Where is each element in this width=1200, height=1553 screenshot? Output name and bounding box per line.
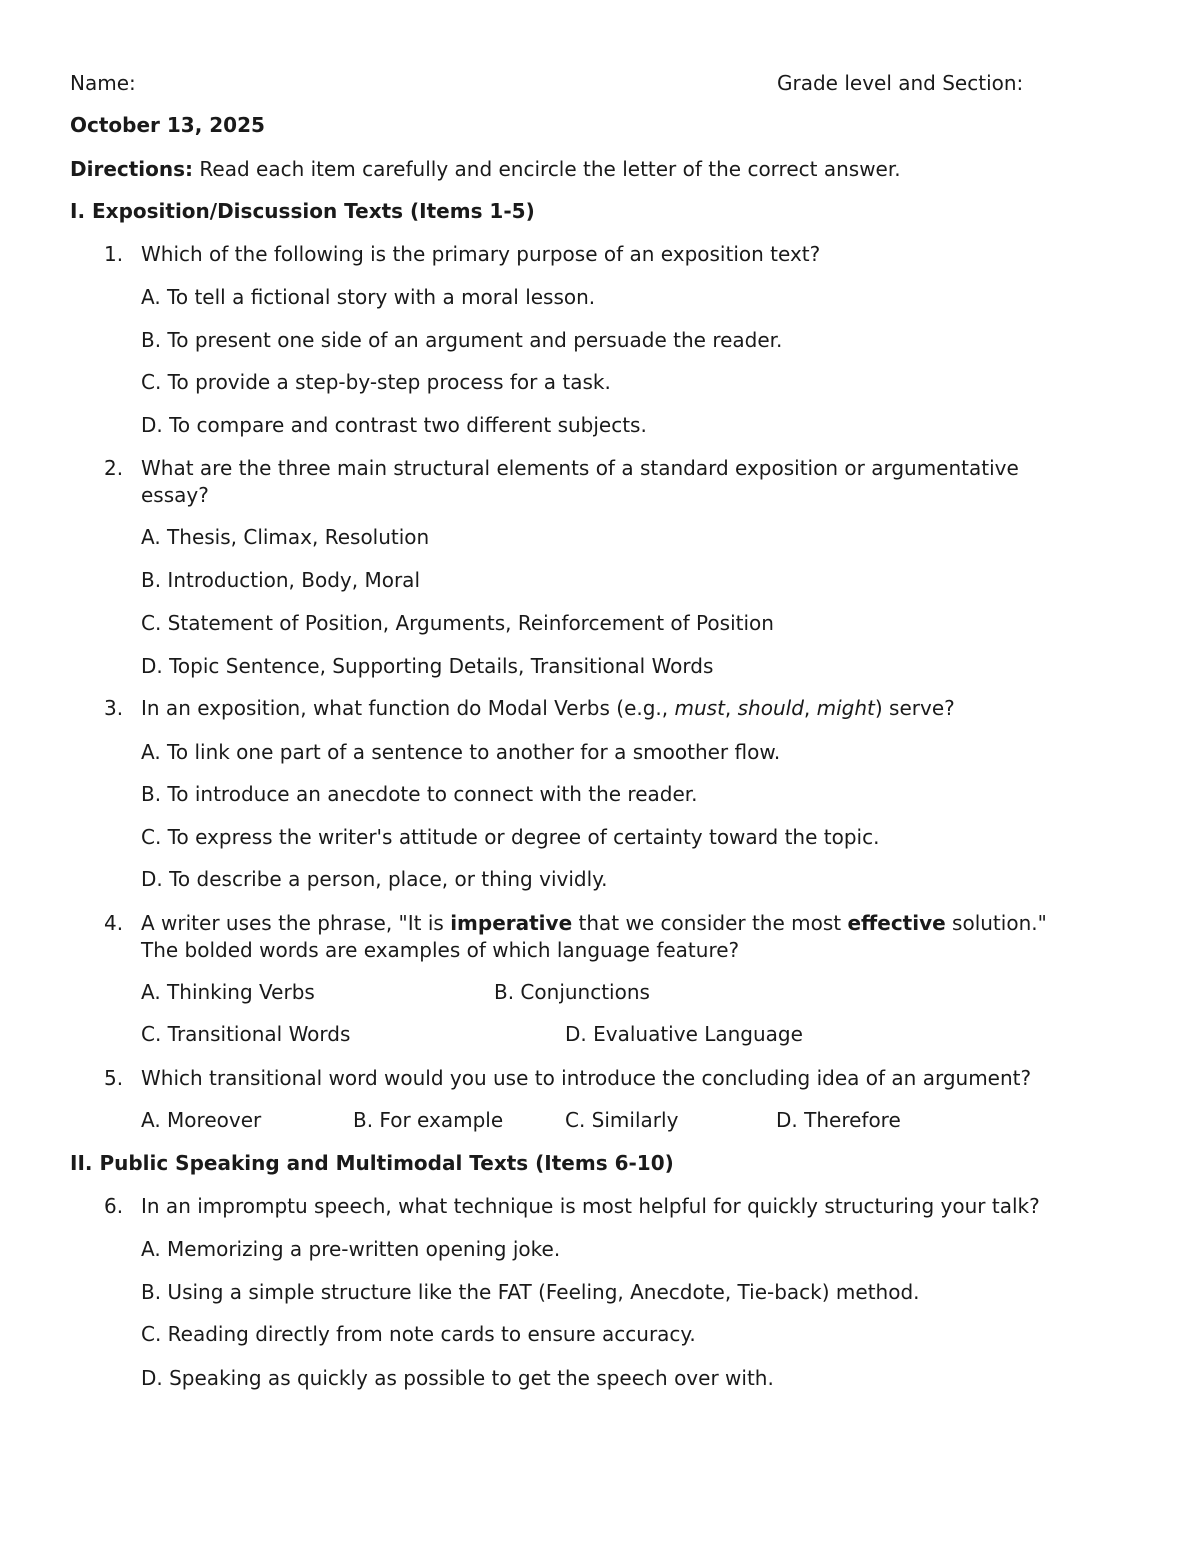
question-text: In an impromptu speech, what technique is most helpful for quickly structuring your talk? xyxy=(141,1194,1040,1218)
answer-option[interactable]: B. Introduction, Body, Moral xyxy=(141,568,420,592)
question-text-part: A writer uses the phrase, "It is xyxy=(141,911,451,935)
bold-word: effective xyxy=(847,911,946,935)
directions-text: Read each item carefully and encircle the letter of the correct answer. xyxy=(193,157,901,181)
answer-option[interactable]: D. To compare and contrast two different subjects. xyxy=(141,413,647,437)
grade-section-label: Grade level and Section: xyxy=(777,71,1024,95)
answer-option[interactable]: A. Moreover xyxy=(141,1108,262,1132)
question-number: 2. xyxy=(104,456,124,480)
separator: , xyxy=(724,696,738,720)
question-number: 1. xyxy=(104,242,124,266)
answer-option[interactable]: A. To link one part of a sentence to another for a smoother flow. xyxy=(141,740,781,764)
question-number: 3. xyxy=(104,696,124,720)
answer-option[interactable]: B. To introduce an anecdote to connect with the reader. xyxy=(141,782,698,806)
question-number: 6. xyxy=(104,1194,124,1218)
answer-option[interactable]: B. Using a simple structure like the FAT (Feeling, Anecdote, Tie-back) method. xyxy=(141,1280,920,1304)
question-text: Which of the following is the primary purpose of an exposition text? xyxy=(141,242,821,266)
question-text xyxy=(141,695,955,721)
modal-example: might xyxy=(816,696,875,720)
date: October 13, 2025 xyxy=(70,113,265,137)
answer-option[interactable]: C. To provide a step-by-step process for a task. xyxy=(141,370,611,394)
answer-option[interactable]: C. Similarly xyxy=(565,1108,679,1132)
answer-option[interactable]: C. Reading directly from note cards to ensure accuracy. xyxy=(141,1322,696,1346)
section-title: I. Exposition/Discussion Texts (Items 1-5) xyxy=(70,199,535,223)
answer-option[interactable]: A. Thesis, Climax, Resolution xyxy=(141,525,430,549)
answer-option[interactable]: A. Thinking Verbs xyxy=(141,980,315,1004)
answer-option[interactable]: B. For example xyxy=(353,1108,504,1132)
directions xyxy=(70,156,901,182)
question-text-part: solution." xyxy=(945,911,1047,935)
question-text: What are the three main structural elements of a standard exposition or argumentative xyxy=(141,456,1019,480)
question-number: 4. xyxy=(104,911,124,935)
answer-option[interactable]: D. Evaluative Language xyxy=(565,1022,803,1046)
section-title: II. Public Speaking and Multimodal Texts (Items 6-10) xyxy=(70,1151,674,1175)
directions-label: Directions: xyxy=(70,157,194,181)
answer-option[interactable]: D. Topic Sentence, Supporting Details, Transitional Words xyxy=(141,654,714,678)
answer-option[interactable]: C. To express the writer's attitude or degree of certainty toward the topic. xyxy=(141,825,880,849)
question-text: Which transitional word would you use to introduce the concluding idea of an argument? xyxy=(141,1066,1032,1090)
question-text-part: that we consider the most xyxy=(572,911,848,935)
answer-option[interactable]: C. Transitional Words xyxy=(141,1022,351,1046)
answer-option[interactable]: B. Conjunctions xyxy=(494,980,650,1004)
answer-option[interactable]: D. Speaking as quickly as possible to get the speech over with. xyxy=(141,1366,774,1390)
answer-option[interactable]: D. Therefore xyxy=(776,1108,901,1132)
answer-option[interactable]: C. Statement of Position, Arguments, Reinforcement of Position xyxy=(141,611,774,635)
answer-option[interactable]: A. To tell a fictional story with a moral lesson. xyxy=(141,285,596,309)
question-text-part: In an exposition, what function do Modal Verbs (e.g., xyxy=(141,696,675,720)
question-text-continued: essay? xyxy=(141,483,209,507)
modal-example: should xyxy=(737,696,804,720)
question-text xyxy=(141,910,1047,936)
question-text-part: ) serve? xyxy=(874,696,955,720)
modal-example: must xyxy=(674,696,725,720)
name-label: Name: xyxy=(70,71,136,95)
question-number: 5. xyxy=(104,1066,124,1090)
bold-word: imperative xyxy=(450,911,573,935)
answer-option[interactable]: A. Memorizing a pre-written opening joke. xyxy=(141,1237,561,1261)
question-text-continued: The bolded words are examples of which language feature? xyxy=(141,938,740,962)
answer-option[interactable]: B. To present one side of an argument and persuade the reader. xyxy=(141,328,783,352)
answer-option[interactable]: D. To describe a person, place, or thing vividly. xyxy=(141,867,608,891)
separator: , xyxy=(803,696,817,720)
